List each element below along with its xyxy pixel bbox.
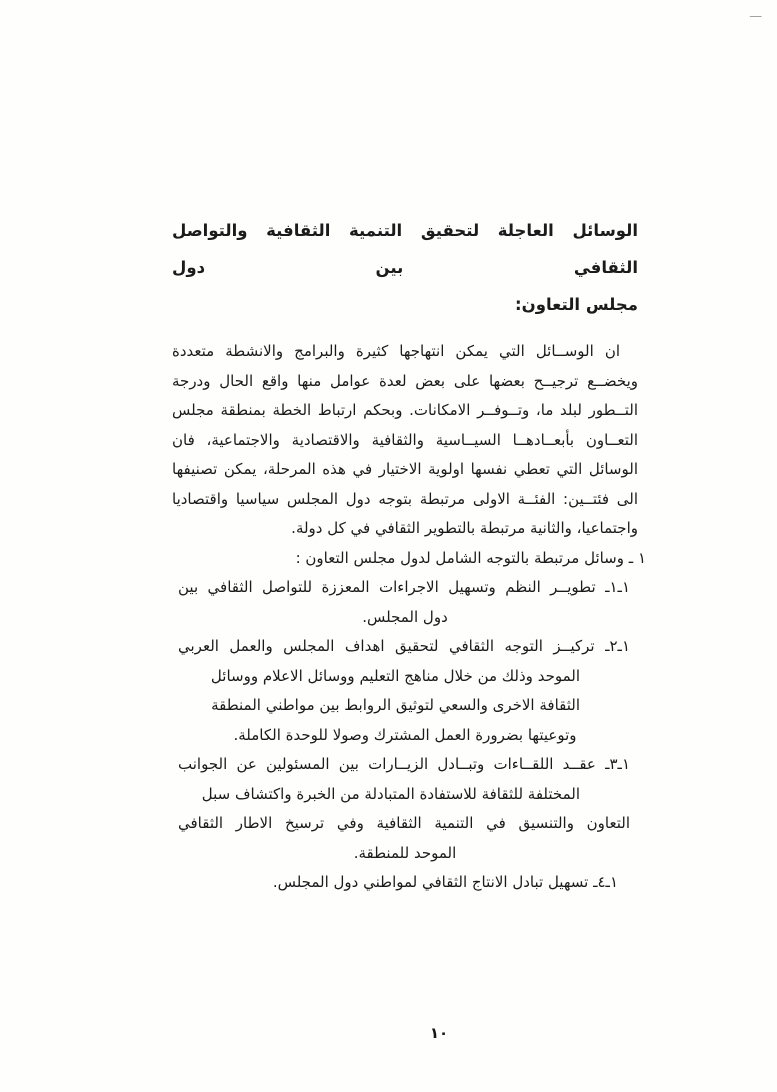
intro-paragraph-line: واجتماعيا، والثانية مرتبطة بالتطوير الثقافي في كل دولة. [291,519,638,537]
document-heading [172,212,638,323]
heading-line-1: الوسائل العاجلة لتحقيق التنمية الثقافية والتواصل الثقافي بين دول [172,221,638,277]
intro-paragraph-line: ان الوســائل التي يمكن انتهاجها كثيرة والبرامج والانشطة متعددة [172,342,620,360]
intro-paragraph-line: الى فئتــين: الفئــة الاولى مرتبطة بتوجه دول المجلس سياسيا واقتصاديا [172,489,638,508]
list-item-line: ١ـ٣ـ عقــد اللقــاءات وتبــادل الزيــارات بين المسئولين عن الجوانب [178,755,630,773]
list-item-line: دول المجلس. [362,607,448,626]
list-item-line: وتوعيتها بضرورة العمل المشترك وصولا للوحدة الكاملة. [233,725,577,744]
list-item-line: الثقافة الاخرى والسعي لتوثيق الروابط بين مواطني المنطقة [211,696,580,714]
list-item-line: ١ـ١ـ تطويــر النظم وتسهيل الاجراءات المعززة للتواصل الثقافي بين [178,578,630,596]
list-item-1-3 [172,750,638,868]
heading-line-2: مجلس التعاون: [515,295,638,314]
document-text [172,337,646,898]
section-heading: ١ ـ وسائل مرتبطة بالتوجه الشامل لدول مجلس التعاون : [295,548,646,567]
list-item-1-2 [172,632,638,750]
corner-mark-icon: ـــ [750,9,762,20]
intro-paragraph-line: ويخضــع ترجيــح بعضها على بعض لعدة عوامل منها واقع الحال ودرجة [172,371,638,390]
intro-paragraph-line: الوسائل التي تعطي نفسها اولوية الاختيار في هذه المرحلة، يمكن تصنيفها [172,460,638,478]
list-item-1-1 [172,573,638,632]
list-item-line: المختلفة للثقافة للاستفادة المتبادلة من الخبرة واكتشاف سبل [201,784,580,803]
intro-paragraph-line: التعــاون بأبعــادهــا السيــاسية والثقافية والاقتصادية والاجتماعية، فان [172,430,638,449]
list-item-line: الموحد وذلك من خلال مناهج التعليم ووسائل الاعلام ووسائل [210,666,580,685]
list-item-line: التعاون والتنسيق في التنمية الثقافية وفي ترسيخ الاطار الثقافي [178,814,630,832]
page-number: ١٠ [429,1024,449,1042]
list-item-line: ١ـ٢ـ تركيــز التوجه الثقافي لتحقيق اهداف المجلس والعمل العربي [178,637,630,655]
list-item-line: الموحد للمنطقة. [353,843,457,862]
list-item-1-4 [172,868,638,898]
list-item-line: ١ـ٤ـ تسهيل تبادل الانتاج الثقافي لمواطني دول المجلس. [272,873,618,891]
document-body [172,212,646,898]
intro-paragraph-line: التــطور لبلد ما، وتــوفــر الامكانات. وبحكم ارتباط الخطة بمنطقة مجلس [172,401,638,419]
